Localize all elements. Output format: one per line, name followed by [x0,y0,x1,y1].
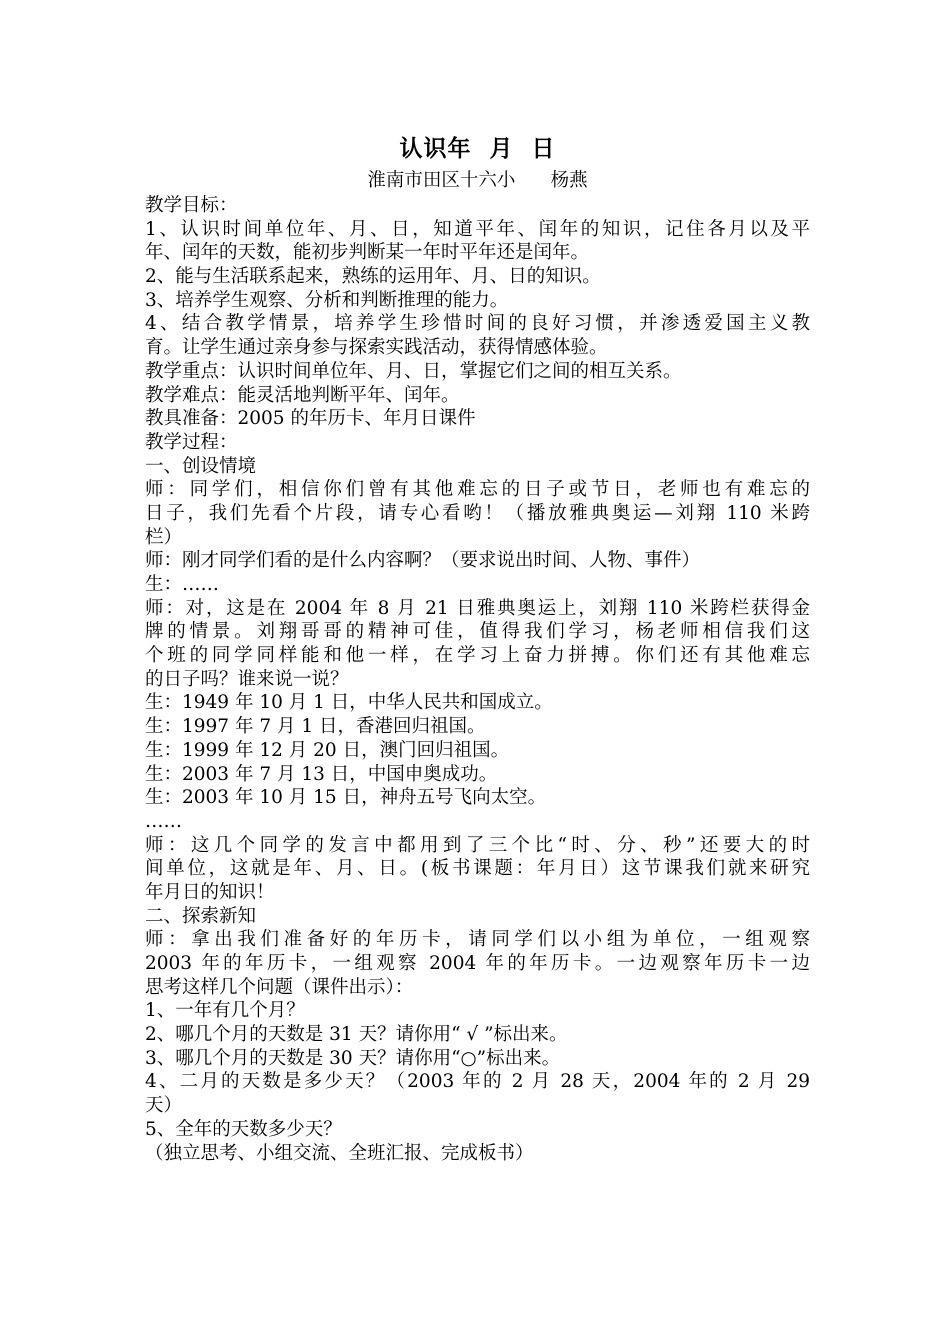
body-text-line: 育。让学生通过亲身参与探索实践活动，获得情感体验。 [145,337,608,359]
body-text-line: 3、哪几个月的天数是 30 天？请你用“○”标出来。 [145,1047,561,1069]
body-text-line: 师：对，这是在 2004 年 8 月 21 日雅典奥运上，刘翔 110 米跨栏获得金 [145,597,810,619]
body-text-line: 日子，我们先看个片段，请专心看哟！（播放雅典奥运—刘翔 110 米跨 [145,502,810,524]
body-text-line: 师：拿出我们准备好的年历卡，请同学们以小组为单位，一组观察 [145,929,810,951]
body-text-line: 教学难点：能灵活地判断平年、闰年。 [145,384,460,406]
body-text-line: （独立思考、小组交流、全班汇报、完成板书） [145,1142,534,1164]
body-text-line: 2、能与生活联系起来，熟练的运用年、月、日的知识。 [145,266,601,288]
document-body [145,194,810,1165]
body-text-line: 教学过程： [145,431,238,453]
body-text-line: 个班的同学同样能和他一样，在学习上奋力拼搏。你们还有其他难忘 [145,645,810,667]
body-text-line: 生：2003 年 7 月 13 日，中国申奥成功。 [145,763,498,785]
body-text-line: 思考这样几个问题（课件出示）： [145,976,414,998]
body-text-line: 年、闰年的天数，能初步判断某一年时平年还是闰年。 [145,242,590,264]
body-text-line: 4、二月的天数是多少天？（2003 年的 2 月 28 天，2004 年的 2 月 29 [145,1071,810,1093]
body-text-line: 间单位，这就是年、月、日。(板书课题：年月日）这节课我们就来研究 [145,858,810,880]
document-page [145,134,810,1165]
body-text-line: 2003 年的年历卡，一组观察 2004 年的年历卡。一边观察年历卡一边 [145,953,810,974]
body-text-line: 2、哪几个月的天数是 31 天？请你用“ √ ”标出来。 [145,1024,568,1046]
body-text-line: 牌的情景。刘翔哥哥的精神可佳，值得我们学习，杨老师相信我们这 [145,621,810,643]
body-text-line: 3、培养学生观察、分析和判断推理的能力。 [145,289,509,311]
body-text-line: 的日子吗？谁来说一说？ [145,668,349,690]
body-text-line: 栏） [145,526,183,548]
body-text-line: 5、全年的天数多少天？ [145,1118,342,1140]
body-text-line: 教具准备：2005 的年历卡、年月日课件 [145,408,476,430]
document-author-line: 淮南市田区十六小 杨燕 [367,170,588,191]
body-text-line: 教学重点：认识时间单位年、月、日，掌握它们之间的相互关系。 [145,360,682,382]
body-text-line: 生：…… [145,574,220,595]
body-text-line: 4、结合教学情景，培养学生珍惜时间的良好习惯，并渗透爱国主义教 [145,313,810,335]
body-text-line: 生：1997 年 7 月 1 日，香港回归祖国。 [145,716,486,738]
body-text-line: 二、探索新知 [145,905,257,927]
body-text-line: …… [145,810,182,832]
body-text-line: 年月日的知识！ [145,881,275,903]
body-text-line: 生：2003 年 10 月 15 日，神舟五号飞向太空。 [145,787,547,809]
document-title: 认识年 月 日 [399,136,556,162]
body-text-line: 1、认识时间单位年、月、日，知道平年、闰年的知识，记住各月以及平 [145,218,810,240]
body-text-line: 生：1999 年 12 月 20 日，澳门回归祖国。 [145,739,510,761]
body-text-line: 师：这几个同学的发言中都用到了三个比“时、分、秒”还要大的时 [145,834,810,856]
body-text-line: 一、创设情境 [145,455,257,477]
body-text-line: 1、一年有几个月？ [145,1000,305,1022]
body-text-line: 生：1949 年 10 月 1 日，中华人民共和国成立。 [145,692,553,714]
body-text-line: 师：刚才同学们看的是什么内容啊？（要求说出时间、人物、事件） [145,550,701,572]
body-text-line: 教学目标： [145,195,238,216]
body-text-line: 师：同学们，相信你们曾有其他难忘的日子或节日，老师也有难忘的 [145,479,810,501]
body-text-line: 天） [145,1095,183,1117]
